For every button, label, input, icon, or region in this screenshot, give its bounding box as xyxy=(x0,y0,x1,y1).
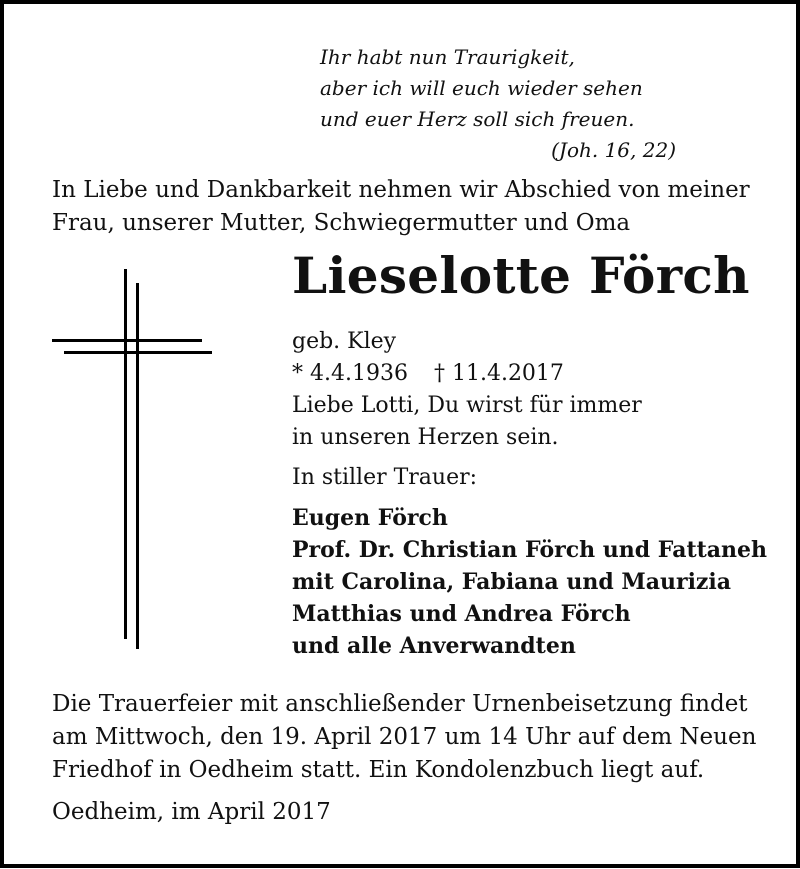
cross-icon xyxy=(50,269,220,649)
mourner-name: mit Carolina, Fabiana und Maurizia xyxy=(292,569,732,595)
place-date: Oedheim, im April 2017 xyxy=(52,799,331,825)
cross-horizontal-bar-2 xyxy=(64,351,212,354)
details-block xyxy=(292,326,782,662)
mourner-name: Eugen Förch xyxy=(292,505,448,531)
intro-line-1: In Liebe und Dankbarkeit nehmen wir Abschied von meiner xyxy=(52,177,750,203)
cross-horizontal-bar-1 xyxy=(52,339,202,342)
cross-vertical-bar-1 xyxy=(124,269,127,639)
mourner-name: und alle Anverwandten xyxy=(292,633,576,659)
mourners-heading: In stiller Trauer: xyxy=(292,465,478,490)
service-line-1: Die Trauerfeier mit anschließender Urnenbeisetzung findet xyxy=(52,691,748,717)
maiden-name: geb. Kley xyxy=(292,329,397,354)
message-line-2: in unseren Herzen sein. xyxy=(292,425,559,450)
quote-line-1: Ihr habt nun Traurigkeit, xyxy=(320,45,575,69)
service-line-3: Friedhof in Oedheim statt. Ein Kondolenzbuch liegt auf. xyxy=(52,757,705,783)
life-dates xyxy=(292,358,782,390)
bible-quote xyxy=(320,42,680,166)
mourner-name: Matthias und Andrea Förch xyxy=(292,601,631,627)
mourner-name: Prof. Dr. Christian Förch und Fattaneh xyxy=(292,537,768,563)
intro-line-2: Frau, unserer Mutter, Schwiegermutter und Oma xyxy=(52,210,631,236)
service-info xyxy=(52,688,772,787)
death-date: † 11.4.2017 xyxy=(433,361,564,386)
intro-text xyxy=(52,174,772,240)
birth-date: * 4.4.1936 xyxy=(292,361,408,386)
deceased-name: Lieselotte Förch xyxy=(292,246,750,305)
cross-vertical-bar-2 xyxy=(136,283,139,649)
quote-line-2: aber ich will euch wieder sehen xyxy=(320,76,643,100)
message-line-1: Liebe Lotti, Du wirst für immer xyxy=(292,393,642,418)
quote-line-3: und euer Herz soll sich freuen. xyxy=(320,107,635,131)
quote-reference: (Joh. 16, 22) xyxy=(551,138,676,162)
service-line-2: am Mittwoch, den 19. April 2017 um 14 Uhr auf dem Neuen xyxy=(52,724,757,750)
